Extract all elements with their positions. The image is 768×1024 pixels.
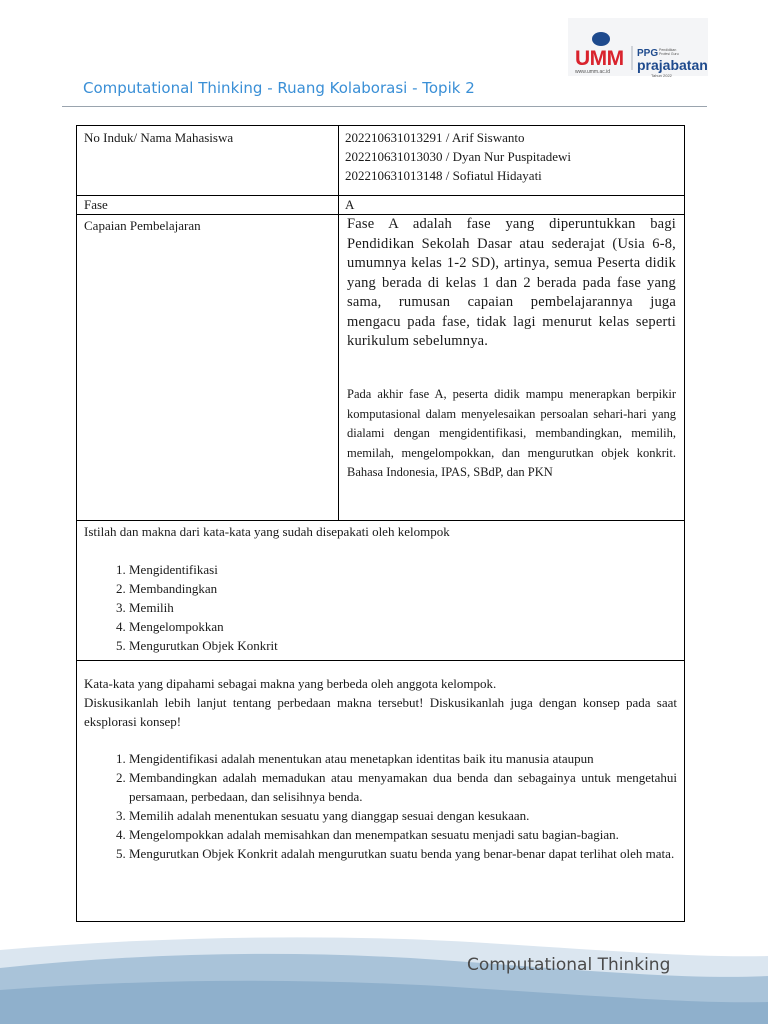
phase-value: A — [345, 197, 355, 212]
different-meanings-heading: Kata-kata yang dipahami sebagai makna yang berbeda oleh anggota kelompok. — [84, 676, 497, 691]
agreed-terms-heading: Istilah dan makna dari kata-kata yang sudah disepakati oleh kelompok — [84, 524, 450, 539]
worksheet-table — [76, 125, 685, 922]
list-item: 5. Mengurutkan Objek Konkrit — [129, 636, 676, 655]
ppg-logo: PPG — [637, 48, 659, 59]
student-entry: 202210631013291 / Arif Siswanto — [345, 130, 525, 145]
table-border — [76, 921, 685, 922]
footer-wave-decoration — [0, 928, 768, 1024]
footer-title: Computational Thinking — [467, 955, 671, 975]
list-item: 3. Memilih — [129, 598, 676, 617]
logo-divider — [631, 46, 633, 70]
list-item: 1. Mengidentifikasi adalah menentukan atau menetapkan identitas baik itu manusia ataupun — [129, 749, 677, 768]
umm-logo: UMM — [575, 47, 624, 70]
table-border — [684, 125, 685, 922]
header-divider — [62, 106, 707, 107]
ppg-tagline: Pendidikan Profesi Guru — [659, 48, 679, 56]
table-column-divider — [338, 125, 339, 520]
table-border — [76, 125, 685, 126]
list-item: 2. Membandingkan adalah memadukan atau menyamakan dua benda dan sebagainya untuk mengetahui persamaan, perbedaan, dan selisihnya benda. — [129, 768, 677, 806]
list-item: 5. Mengurutkan Objek Konkrit adalah mengurutkan suatu benda yang benar-benar dapat terlihat oleh mata. — [129, 844, 677, 863]
list-item: 4. Mengelompokkan adalah memisahkan dan menempatkan sesuatu menjadi satu bagian-bagian. — [129, 825, 677, 844]
learning-outcome-paragraph-2: Pada akhir fase A, peserta didik mampu menerapkan berpikir komputasional dalam menyelesaikan persoalan sehari-hari yang dialami dengan mengidentifikasi, membandingkan, memilih, memilah, mengelompokkan, dan mengurutkan objek konkrit. Bahasa Indonesia, IPAS, SBdP, dan PKN — [347, 387, 676, 479]
list-item: 1. Mengidentifikasi — [129, 560, 676, 579]
list-item: 4. Mengelompokkan — [129, 617, 676, 636]
phase-label: Fase — [84, 197, 108, 212]
page-title: Computational Thinking - Ruang Kolaborasi - Topik 2 — [83, 79, 475, 97]
agreed-terms-list — [76, 560, 676, 655]
student-label: No Induk/ Nama Mahasiswa — [84, 130, 234, 145]
prajabatan-logo: prajabatan — [637, 57, 708, 73]
learning-outcome-paragraph-1: Fase A adalah fase yang diperuntukkan bagi Pendidikan Sekolah Dasar atau sederajat (Usia 6-8, umumnya kelas 1-2 SD), artinya, semua Peserta didik yang berada di kelas 1 dan 2 berada pada fase yang sama, rumusan capaian pembelajarannya juga mengacu pada fase, tidak lagi menurut kelas seperti kurikulum sebelumnya. — [347, 216, 676, 349]
table-row-divider — [76, 520, 685, 521]
list-item: 2. Membandingkan — [129, 579, 676, 598]
table-row-divider — [76, 660, 685, 661]
different-meanings-list — [76, 749, 677, 863]
student-entry: 202210631013030 / Dyan Nur Puspitadewi — [345, 149, 572, 164]
list-item: 3. Memilih adalah menentukan sesuatu yang dianggap sesuai dengan kesukaan. — [129, 806, 677, 825]
student-list — [345, 128, 680, 185]
different-meanings-instruction: Diskusikanlah lebih lanjut tentang perbedaan makna tersebut! Diskusikanlah juga dengan konsep pada saat eksplorasi konsep! — [84, 695, 677, 729]
umm-emblem-icon — [592, 32, 610, 46]
learning-outcome-label: Capaian Pembelajaran — [84, 218, 201, 233]
logo-year: Tahun 2022 — [651, 73, 672, 78]
student-entry: 202210631013148 / Sofiatul Hidayati — [345, 168, 542, 183]
umm-logo-subtext: www.umm.ac.id — [575, 69, 611, 75]
